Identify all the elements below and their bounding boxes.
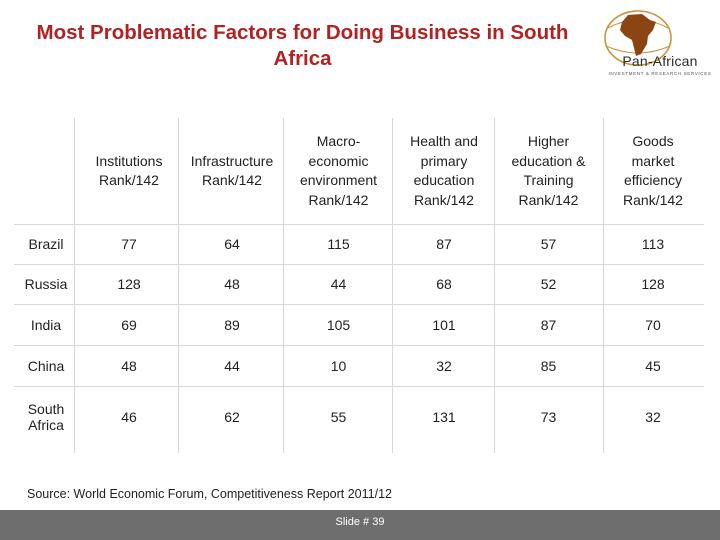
header-institutions: Institutions Rank/142 xyxy=(95,152,163,188)
header-country xyxy=(14,118,78,224)
table-cell: 87 xyxy=(540,316,557,333)
factors-table xyxy=(14,118,704,448)
table-cell: 115 xyxy=(327,236,350,252)
table-cell: 44 xyxy=(224,357,240,374)
table-cell: 10 xyxy=(330,357,347,374)
table-cell: 128 xyxy=(641,276,665,292)
slide-title: Most Problematic Factors for Doing Business in South Africa xyxy=(36,21,569,70)
table-header-row xyxy=(14,118,704,224)
table-cell: 73 xyxy=(540,409,557,425)
table-row xyxy=(14,386,704,448)
table-cell: 32 xyxy=(645,409,661,425)
table-cell: 131 xyxy=(432,409,456,425)
country-name: Russia xyxy=(24,276,68,292)
country-name: China xyxy=(27,357,65,374)
table-cell: 57 xyxy=(540,236,557,252)
table-cell: 46 xyxy=(121,409,137,425)
slide-number: Slide # 39 xyxy=(335,516,385,528)
table-row xyxy=(14,264,704,304)
table-cell: 101 xyxy=(432,316,456,333)
table-cell: 62 xyxy=(224,409,240,425)
table-cell: 87 xyxy=(436,236,452,252)
table-cell: 77 xyxy=(121,236,137,252)
table-cell: 128 xyxy=(117,276,141,292)
table-cell: 44 xyxy=(330,276,347,292)
logo-tagline: INVESTMENT & RESEARCH SERVICES xyxy=(608,71,712,76)
table-cell: 32 xyxy=(436,357,452,374)
table-cell: 113 xyxy=(641,236,665,252)
globe-africa-icon xyxy=(598,8,716,80)
table-cell: 89 xyxy=(224,316,240,333)
table-cell: 45 xyxy=(645,357,661,374)
table-cell: 68 xyxy=(436,276,452,292)
logo-name: Pan-African xyxy=(622,53,698,69)
table-row xyxy=(14,345,704,386)
country-name: Brazil xyxy=(28,236,64,252)
header-infrastructure: Infrastructure Rank/142 xyxy=(190,152,274,188)
source-note: Source: World Economic Forum, Competitiveness Report 2011/12 xyxy=(27,487,392,501)
table-cell: 64 xyxy=(224,236,240,252)
table-cell: 52 xyxy=(540,276,557,292)
table-cell: 55 xyxy=(330,409,347,425)
header-health-education: Health and primary education Rank/142 xyxy=(410,133,478,208)
header-goods-market: Goods market efficiency Rank/142 xyxy=(623,133,683,208)
table-row xyxy=(14,304,704,345)
table-cell: 105 xyxy=(326,316,351,333)
country-name: South Africa xyxy=(27,401,65,433)
table-cell: 48 xyxy=(224,276,240,292)
table-cell: 69 xyxy=(121,316,137,333)
table-row xyxy=(14,224,704,264)
country-name: India xyxy=(30,316,62,333)
table-cell: 48 xyxy=(121,357,137,374)
header-higher-education: Higher education & Training Rank/142 xyxy=(511,133,586,208)
table-cell: 85 xyxy=(540,357,557,374)
table-cell: 70 xyxy=(645,316,661,333)
header-macroeconomic: Macro- economic environment Rank/142 xyxy=(299,133,378,208)
